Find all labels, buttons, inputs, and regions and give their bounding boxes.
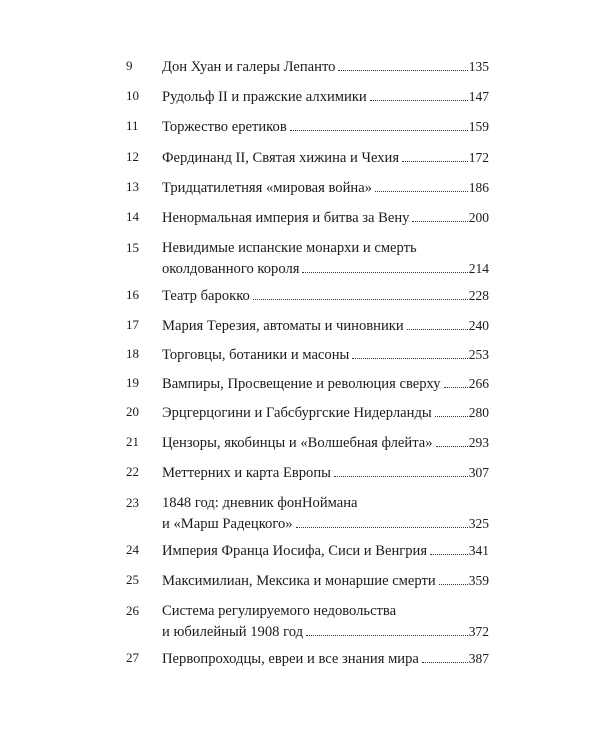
chapter-line xyxy=(162,58,489,78)
chapter-title: Первопроходцы, евреи и все знания мира xyxy=(162,651,419,667)
chapter-number: 26 xyxy=(126,603,139,618)
dot-leader xyxy=(430,542,468,555)
chapter-number: 25 xyxy=(126,572,139,587)
chapter-title: Меттерних и карта Европы xyxy=(162,465,331,481)
chapter-number: 15 xyxy=(126,240,139,255)
dot-leader xyxy=(375,179,468,192)
chapter-title: Система регулируемого недовольства xyxy=(162,603,397,619)
chapter-line xyxy=(162,375,489,395)
chapter-line xyxy=(162,240,489,260)
chapter-title: Рудольф II и пражские алхимики xyxy=(162,89,367,105)
page-number: 240 xyxy=(468,318,489,333)
chapter-line xyxy=(162,346,489,366)
chapter-line xyxy=(162,464,489,484)
chapter-title: Империя Франца Иосифа, Сиси и Венгрия xyxy=(162,543,428,559)
chapter-line xyxy=(162,603,489,623)
chapter-number: 27 xyxy=(126,650,139,665)
chapter-title: 1848 год: дневник фонНоймана xyxy=(162,495,358,511)
chapter-number: 17 xyxy=(126,317,139,332)
page-number: 372 xyxy=(468,624,489,639)
chapter-line xyxy=(162,287,489,307)
page-number: 172 xyxy=(468,150,489,165)
chapter-line xyxy=(162,179,489,199)
page-number: 325 xyxy=(468,516,489,531)
dot-leader xyxy=(296,515,468,528)
dot-leader xyxy=(306,623,468,636)
chapter-line xyxy=(162,209,489,229)
chapter-title-continued: околдованного короля xyxy=(162,261,300,277)
page-number: 214 xyxy=(468,261,489,276)
page-number: 387 xyxy=(468,651,489,666)
page-number: 266 xyxy=(468,376,489,391)
dot-leader xyxy=(439,572,468,585)
chapter-number: 20 xyxy=(126,404,139,419)
chapter-line xyxy=(162,495,489,515)
chapter-line xyxy=(162,260,489,280)
chapter-number: 10 xyxy=(126,88,139,103)
chapter-title: Максимилиан, Мексика и монаршие смерти xyxy=(162,573,436,589)
dot-leader xyxy=(302,260,467,273)
dot-leader xyxy=(422,650,468,663)
chapter-number: 13 xyxy=(126,179,139,194)
page-number: 293 xyxy=(468,435,489,450)
chapter-number: 12 xyxy=(126,149,139,164)
chapter-line xyxy=(162,404,489,424)
page-number: 341 xyxy=(468,543,489,558)
page-number: 307 xyxy=(468,465,489,480)
chapter-number: 9 xyxy=(126,58,133,73)
chapter-number: 22 xyxy=(126,464,139,479)
dot-leader xyxy=(435,404,468,417)
chapter-number: 23 xyxy=(126,495,139,510)
chapter-line xyxy=(162,572,489,592)
chapter-title: Невидимые испанские монархи и смерть xyxy=(162,240,417,256)
chapter-title: Театр барокко xyxy=(162,288,250,304)
chapter-line xyxy=(162,623,489,643)
chapter-number: 21 xyxy=(126,434,139,449)
dot-leader xyxy=(402,149,468,162)
chapter-line xyxy=(162,650,489,670)
page-number: 280 xyxy=(468,405,489,420)
chapter-title: Эрцгерцогини и Габсбургские Нидерланды xyxy=(162,405,432,421)
dot-leader xyxy=(253,287,468,300)
dot-leader xyxy=(352,346,467,359)
page-number: 200 xyxy=(468,210,489,225)
dot-leader xyxy=(290,118,468,131)
chapter-line xyxy=(162,317,489,337)
page-number: 147 xyxy=(468,89,489,104)
page-number: 186 xyxy=(468,180,489,195)
chapter-number: 19 xyxy=(126,375,139,390)
chapter-number: 11 xyxy=(126,118,139,133)
chapter-line xyxy=(162,149,489,169)
chapter-title: Торжество еретиков xyxy=(162,119,287,135)
chapter-line xyxy=(162,515,489,535)
page-number: 228 xyxy=(468,288,489,303)
chapter-title: Мария Терезия, автоматы и чиновники xyxy=(162,318,404,334)
chapter-number: 24 xyxy=(126,542,139,557)
chapter-title: Вампиры, Просвещение и революция сверху xyxy=(162,376,441,392)
page-number: 359 xyxy=(468,573,489,588)
chapter-title-continued: и «Марш Радецкого» xyxy=(162,516,293,532)
chapter-title: Ненормальная империя и битва за Вену xyxy=(162,210,410,226)
dot-leader xyxy=(338,58,467,71)
dot-leader xyxy=(407,317,468,330)
chapter-line xyxy=(162,542,489,562)
dot-leader xyxy=(370,88,468,101)
dot-leader xyxy=(444,375,468,388)
chapter-title: Дон Хуан и галеры Лепанто xyxy=(162,59,336,75)
chapter-title: Тридцатилетняя «мировая война» xyxy=(162,180,372,196)
chapter-number: 18 xyxy=(126,346,139,361)
dot-leader xyxy=(412,209,467,222)
chapter-line xyxy=(162,434,489,454)
page-number: 253 xyxy=(468,347,489,362)
page-number: 135 xyxy=(468,59,489,74)
chapter-line xyxy=(162,88,489,108)
chapter-number: 14 xyxy=(126,209,139,224)
chapter-title: Фердинанд II, Святая хижина и Чехия xyxy=(162,150,400,166)
dot-leader xyxy=(334,464,468,477)
chapter-number: 16 xyxy=(126,287,139,302)
page-number: 159 xyxy=(468,119,489,134)
chapter-title: Цензоры, якобинцы и «Волшебная флейта» xyxy=(162,435,433,451)
dot-leader xyxy=(436,434,468,447)
chapter-title: Торговцы, ботаники и масоны xyxy=(162,347,350,363)
chapter-line xyxy=(162,118,489,138)
chapter-title-continued: и юбилейный 1908 год xyxy=(162,624,303,640)
